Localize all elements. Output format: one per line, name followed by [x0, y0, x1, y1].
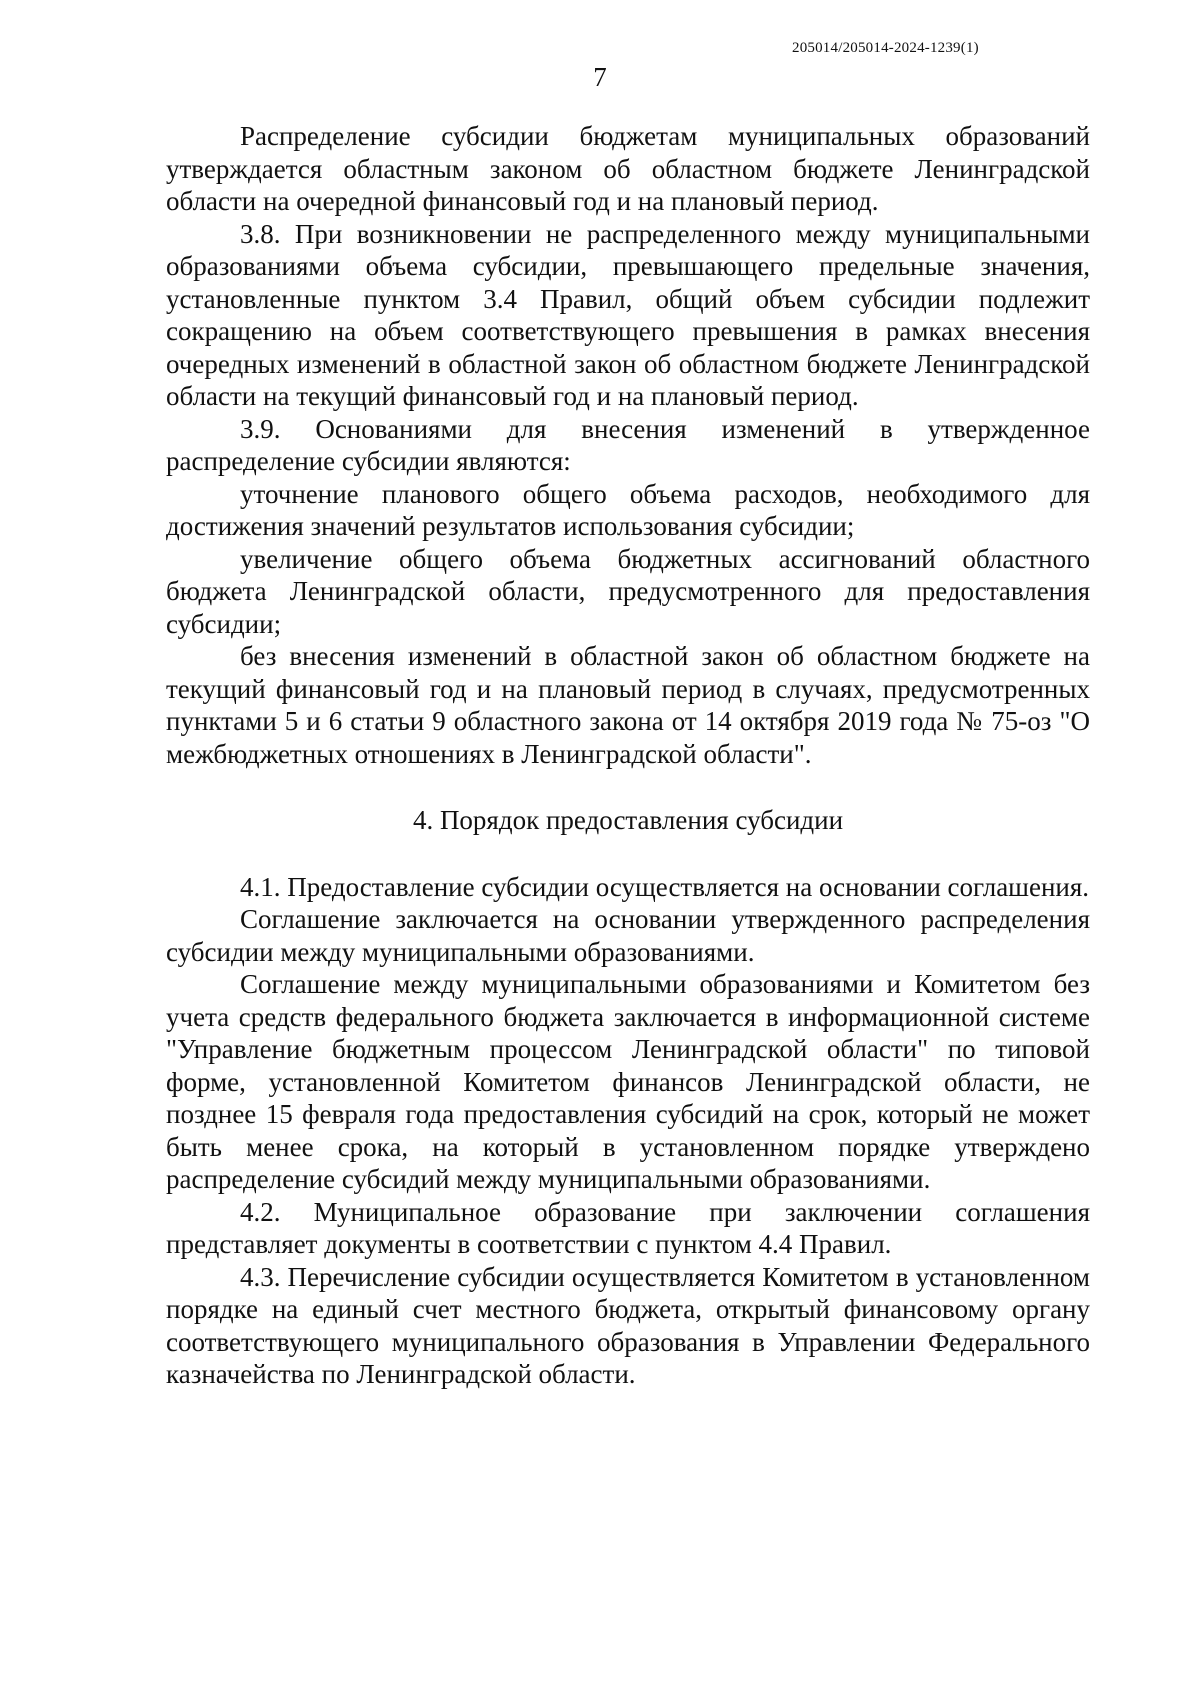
paragraph: Соглашение между муниципальными образованиями и Комитетом без учета средств федерального бюджета заключается в информационной системе "Управление бюджетным процессом Ленинградской области" по типовой форме, установленной Комитетом финансов Ленинградской области, не позднее 15 февраля года предоставления субсидий на срок, который не может быть менее срока, на который в установленном порядке утверждено распределение субсидий между муниципальными образованиями.: [166, 969, 1090, 1194]
paragraph: 4.2. Муниципальное образование при заключении соглашения представляет документы в соответствии с пунктом 4.4 Правил.: [166, 1196, 1090, 1259]
paragraph: Соглашение заключается на основании утвержденного распределения субсидии между муниципальными образованиями.: [166, 904, 1090, 967]
document-id: 205014/205014-2024-1239(1): [792, 40, 979, 56]
paragraph: 3.8. При возникновении не распределенного между муниципальными образованиями объема субсидии, превышающего предельные значения, установленные пунктом 3.4 Правил, общий объем субсидии подлежит сокращению на объем соответствующего превышения в рамках внесения очередных изменений в областной закон об областном бюджете Ленинградской области на текущий финансовый год и на плановый период.: [166, 218, 1090, 411]
spacer: [166, 837, 1090, 871]
paragraph: без внесения изменений в областной закон об областном бюджете на текущий финансовый год и на плановый период в случаях, предусмотренных пунктами 5 и 6 статьи 9 областного закона от 14 октября 2019 года № 75-оз "О межбюджетных отношениях в Ленинградской области".: [166, 641, 1090, 769]
paragraph: увеличение общего объема бюджетных ассигнований областного бюджета Ленинградской области, предусмотренного для предоставления субсидии;: [166, 543, 1090, 639]
paragraph: Распределение субсидии бюджетам муниципальных образований утверждается областным законом об областном бюджете Ленинградской области на очередной финансовый год и на плановый период.: [166, 121, 1090, 216]
paragraph: 3.9. Основаниями для внесения изменений в утвержденное распределение субсидии являются:: [166, 413, 1090, 476]
paragraph: 4.1. Предоставление субсидии осуществляется на основании соглашения.: [240, 871, 1090, 902]
paragraph: уточнение планового общего объема расходов, необходимого для достижения значений результатов использования субсидии;: [166, 478, 1090, 541]
page-number: 7: [593, 62, 607, 92]
spacer: [166, 770, 1090, 804]
section-heading: 4. Порядок предоставления субсидии: [412, 805, 844, 835]
paragraph: 4.3. Перечисление субсидии осуществляется Комитетом в установленном порядке на единый счет местного бюджета, открытый финансовому органу соответствующего муниципального образования в Управлении Федерального казначейства по Ленинградской области.: [166, 1261, 1090, 1389]
document-body: [166, 120, 1090, 1391]
